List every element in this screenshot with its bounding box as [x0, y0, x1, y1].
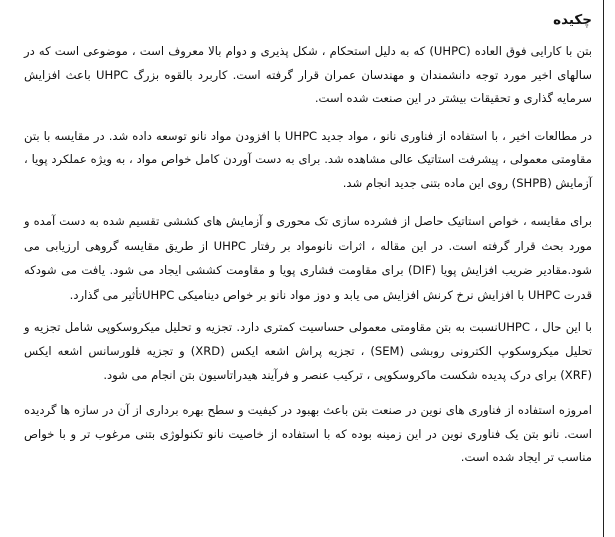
paragraph-1: بتن با کارایی فوق العاده (UHPC) که به دلیل استحکام ، شکل پذیری و دوام بالا معروف است ، موضوعی است که در سالهای اخیر مورد توجه دانشمندان و مهندسان عمران قرار گرفته است. کاربرد بالقوه بزرگ UHPC باعث افزایش سرمایه گذاری و تحقیقات بیشتر در این صنعت شده است. [24, 44, 592, 105]
paragraph-4: با این حال ، UHPCنسبت به بتن مقاومتی معمولی حساسیت کمتری دارد. تجزیه و تحلیل میکروسکوپی شامل تجزیه و تحلیل میکروسکوپ الکترونی روبشی (SEM) ، تجزیه پراش اشعه ایکس (XRD) و تجزیه فلورسانس اشعه ایکس (XRF) برای درک پدیده شکست ماکروسکوپی ، ترکیب عنصر و فرآیند هیدراتاسیون بتن انجام می شود. [24, 320, 593, 382]
paragraph-5: امروزه استفاده از فناوری های نوین در صنعت بتن باعث بهبود در کیفیت و سطح بهره برداری از آن در سازه ها گردیده است. نانو بتن یک فناوری نوین در این زمینه بوده که با استفاده از خاصیت نانو تکنولوژی بتنی مرغوب تر و با خواص مناسب تر ایجاد شده است. [24, 403, 592, 464]
paragraph-2: در مطالعات اخیر ، با استفاده از فناوری نانو ، مواد جدید UHPC با افزودن مواد نانو توسعه داده شد. در مقایسه با بتن مقاومتی معمولی ، پیشرفت استاتیک عالی مشاهده شد. برای به دست آوردن کامل خواص مواد ، به ویژه عملکرد پویا ، آزمایش (SHPB) روی این ماده بتنی جدید انجام شد. [24, 128, 592, 190]
document-body [24, 6, 592, 470]
paragraph-3: برای مقایسه ، خواص استاتیک حاصل از فشرده سازی تک محوری و آزمایش های کششی تقسیم شده به دست آمده و مورد بحث قرار گرفته است. در این مقاله ، اثرات نانومواد بر رفتار UHPC از طریق مقایسه گروهی ارزیابی می شود.مقادیر ضریب افزایش پویا (DIF) برای مقاومت فشاری پویا و مقاومت کششی ایجاد می شود. یافت می شودکه قدرت UHPC با افزایش نرخ کرنش افزایش می یابد و دوز مواد نانو بر خواص دینامیکی UHPCتأثیر می گذارد. [24, 214, 592, 302]
window-gutter [604, 0, 615, 537]
abstract-heading: چکیده [553, 12, 592, 28]
